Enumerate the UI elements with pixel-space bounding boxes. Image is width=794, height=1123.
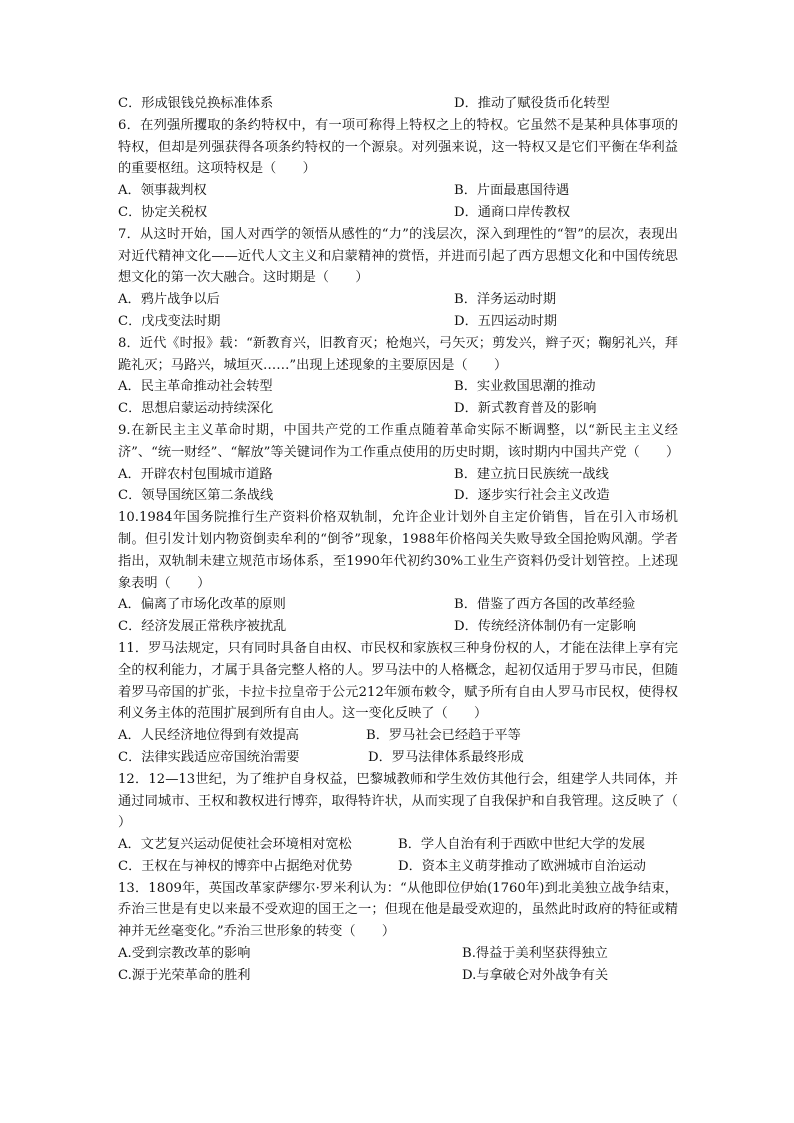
q9-options-cd (118, 485, 678, 507)
q13-options-ab (118, 943, 678, 965)
q8-option-b: B．实业救国思潮的推动 (454, 379, 596, 395)
q9-option-b: B．建立抗日民族统一战线 (454, 466, 609, 482)
q12-stem: 12．12—13世纪，为了维护自身权益，巴黎城教师和学生效仿其他行会，组建学人共同体，并通过同城市、王权和教权进行博弈，取得特许状，从而实现了自我保护和自我管理。这反映了（ ） (118, 771, 705, 831)
q12-options-ab (118, 834, 678, 856)
q11-option-d: D．罗马法律体系最终形成 (368, 749, 524, 765)
exam-page (118, 93, 705, 987)
q9-option-a: A．开辟农村包围城市道路 (118, 466, 273, 482)
q6-option-d: D．通商口岸传教权 (454, 204, 571, 220)
q10-options-ab (118, 594, 678, 616)
q7-option-b: B．洋务运动时期 (454, 292, 557, 308)
q10-option-d: D．传统经济体制仍有一定影响 (454, 619, 637, 635)
q11-stem: 11．罗马法规定，只有同时具备自由权、市民权和家族权三种身份权的人，才能在法律上享有完全的权利能力，才属于具备完整人格的人。罗马法中的人格概念，起初仅适用于罗马市民，但随着罗马帝国的扩张，卡拉卡拉皇帝于公元212年颁布敕令，赋予所有自由人罗马市民权，使得权利义务主体的范围扩展到所有自由人。这一变化反映了（ ） (118, 640, 678, 722)
q10-stem: 10.1984年国务院推行生产资料价格双轨制，允许企业计划外自主定价销售，旨在引入市场机制。但引发计划内物资倒卖牟利的“倒爷”现象，1988年价格闯关失败导致全国抢购风潮。学者指出，双轨制未建立规范市场体系，至1990年代初约30%工业生产资料仍受计划管控。上述现象表明（ ） (118, 510, 678, 591)
q7-option-d: D．五四运动时期 (454, 313, 557, 329)
q12-option-a: A．文艺复兴运动促使社会环境相对宽松 (118, 837, 352, 853)
q9-option-c: C．领导国统区第二条战线 (118, 488, 274, 504)
q11-option-a: A．人民经济地位得到有效提高 (118, 728, 299, 744)
q5-options-cd (118, 93, 678, 115)
q12-options-cd (118, 856, 678, 878)
q9-options-ab (118, 464, 678, 486)
q11-option-b: B．罗马社会已经趋于平等 (366, 728, 521, 744)
q13-option-d: D.与拿破仑对外战争有关 (462, 967, 609, 983)
q10-option-c: C．经济发展正常秩序被扰乱 (118, 619, 287, 635)
q7-options-ab (118, 289, 678, 311)
q11-options-cd (118, 747, 678, 769)
q9-stem: 9.在新民主主义革命时期，中国共产党的工作重点随着革命实际不断调整，以“新民主主义经济”、“统一财经”、“解放”等关键词作为工作重点使用的历史时期，该时期内中国共产党（ ） (118, 422, 680, 460)
q8-options-cd (118, 398, 678, 420)
q12-option-d: D．资本主义萌芽推动了欧洲城市自治运动 (398, 858, 646, 874)
q12-option-b: B．学人自治有利于西欧中世纪大学的发展 (398, 837, 646, 853)
q7-option-c: C．戊戌变法时期 (118, 313, 221, 329)
q13-option-a: A.受到宗教改革的影响 (118, 946, 251, 962)
q8-options-ab (118, 376, 678, 398)
q8-stem: 8．近代《时报》载：“新教育兴，旧教育灭；枪炮兴，弓矢灭；剪发兴，辫子灭；鞠躬礼兴，拜跪礼灭；马路兴，城垣灭……”出现上述现象的主要原因是（ ） (118, 335, 678, 373)
q8-option-a: A．民主革命推动社会转型 (118, 379, 273, 395)
q11-options-ab (118, 725, 678, 747)
q5-option-d: D．推动了赋役货币化转型 (454, 96, 610, 111)
q6-option-a: A．领事裁判权 (118, 183, 207, 199)
q13-stem: 13．1809年，英国改革家萨缪尔·罗米利认为：“从他即位伊始(1760年)到北美独立战争结束，乔治三世是有史以来最不受欢迎的国王之一；但现在他是最受欢迎的，虽然此时政府的特征或精神并无丝毫变化。”乔治三世形象的转变（ ） (118, 880, 678, 940)
q6-options-cd (118, 202, 678, 224)
q7-stem: 7．从这时开始，国人对西学的领悟从感性的“力”的浅层次，深入到理性的“智”的层次，表现出对近代精神文化——近代人文主义和启蒙精神的赏悟，并进而引起了西方思想文化和中国传统思想文化的第一次大融合。这时期是（ ） (118, 226, 678, 286)
q6-stem: 6．在列强所攫取的条约特权中，有一项可称得上特权之上的特权。它虽然不是某种具体事项的特权，但却是列强获得各项条约特权的一个源泉。对列强来说，这一特权又是它们平衡在华利益的重要枢纽。这项特权是（ ） (118, 117, 678, 177)
q7-option-a: A．鸦片战争以后 (118, 292, 220, 308)
q6-option-b: B．片面最惠国待遇 (454, 183, 570, 199)
q12-option-c: C．王权在与神权的博弈中占据绝对优势 (118, 858, 353, 874)
q7-options-cd (118, 311, 678, 333)
q8-option-d: D．新式教育普及的影响 (454, 401, 597, 417)
q6-option-c: C．协定关税权 (118, 204, 208, 220)
q6-options-ab (118, 180, 678, 202)
q13-option-b: B.得益于美利坚获得独立 (462, 946, 608, 962)
q5-option-c: C．形成银钱兑换标准体系 (118, 96, 274, 111)
q8-option-c: C．思想启蒙运动持续深化 (118, 401, 274, 417)
q9-option-d: D．逐步实行社会主义改造 (454, 488, 610, 504)
q10-option-b: B．借鉴了西方各国的改革经验 (454, 597, 636, 613)
q11-option-c: C．法律实践适应帝国统治需要 (118, 749, 300, 765)
q13-option-c: C.源于光荣革命的胜利 (118, 967, 251, 983)
q10-option-a: A．偏离了市场化改革的原则 (118, 597, 286, 613)
q10-options-cd (118, 616, 678, 638)
q13-options-cd (118, 965, 678, 987)
